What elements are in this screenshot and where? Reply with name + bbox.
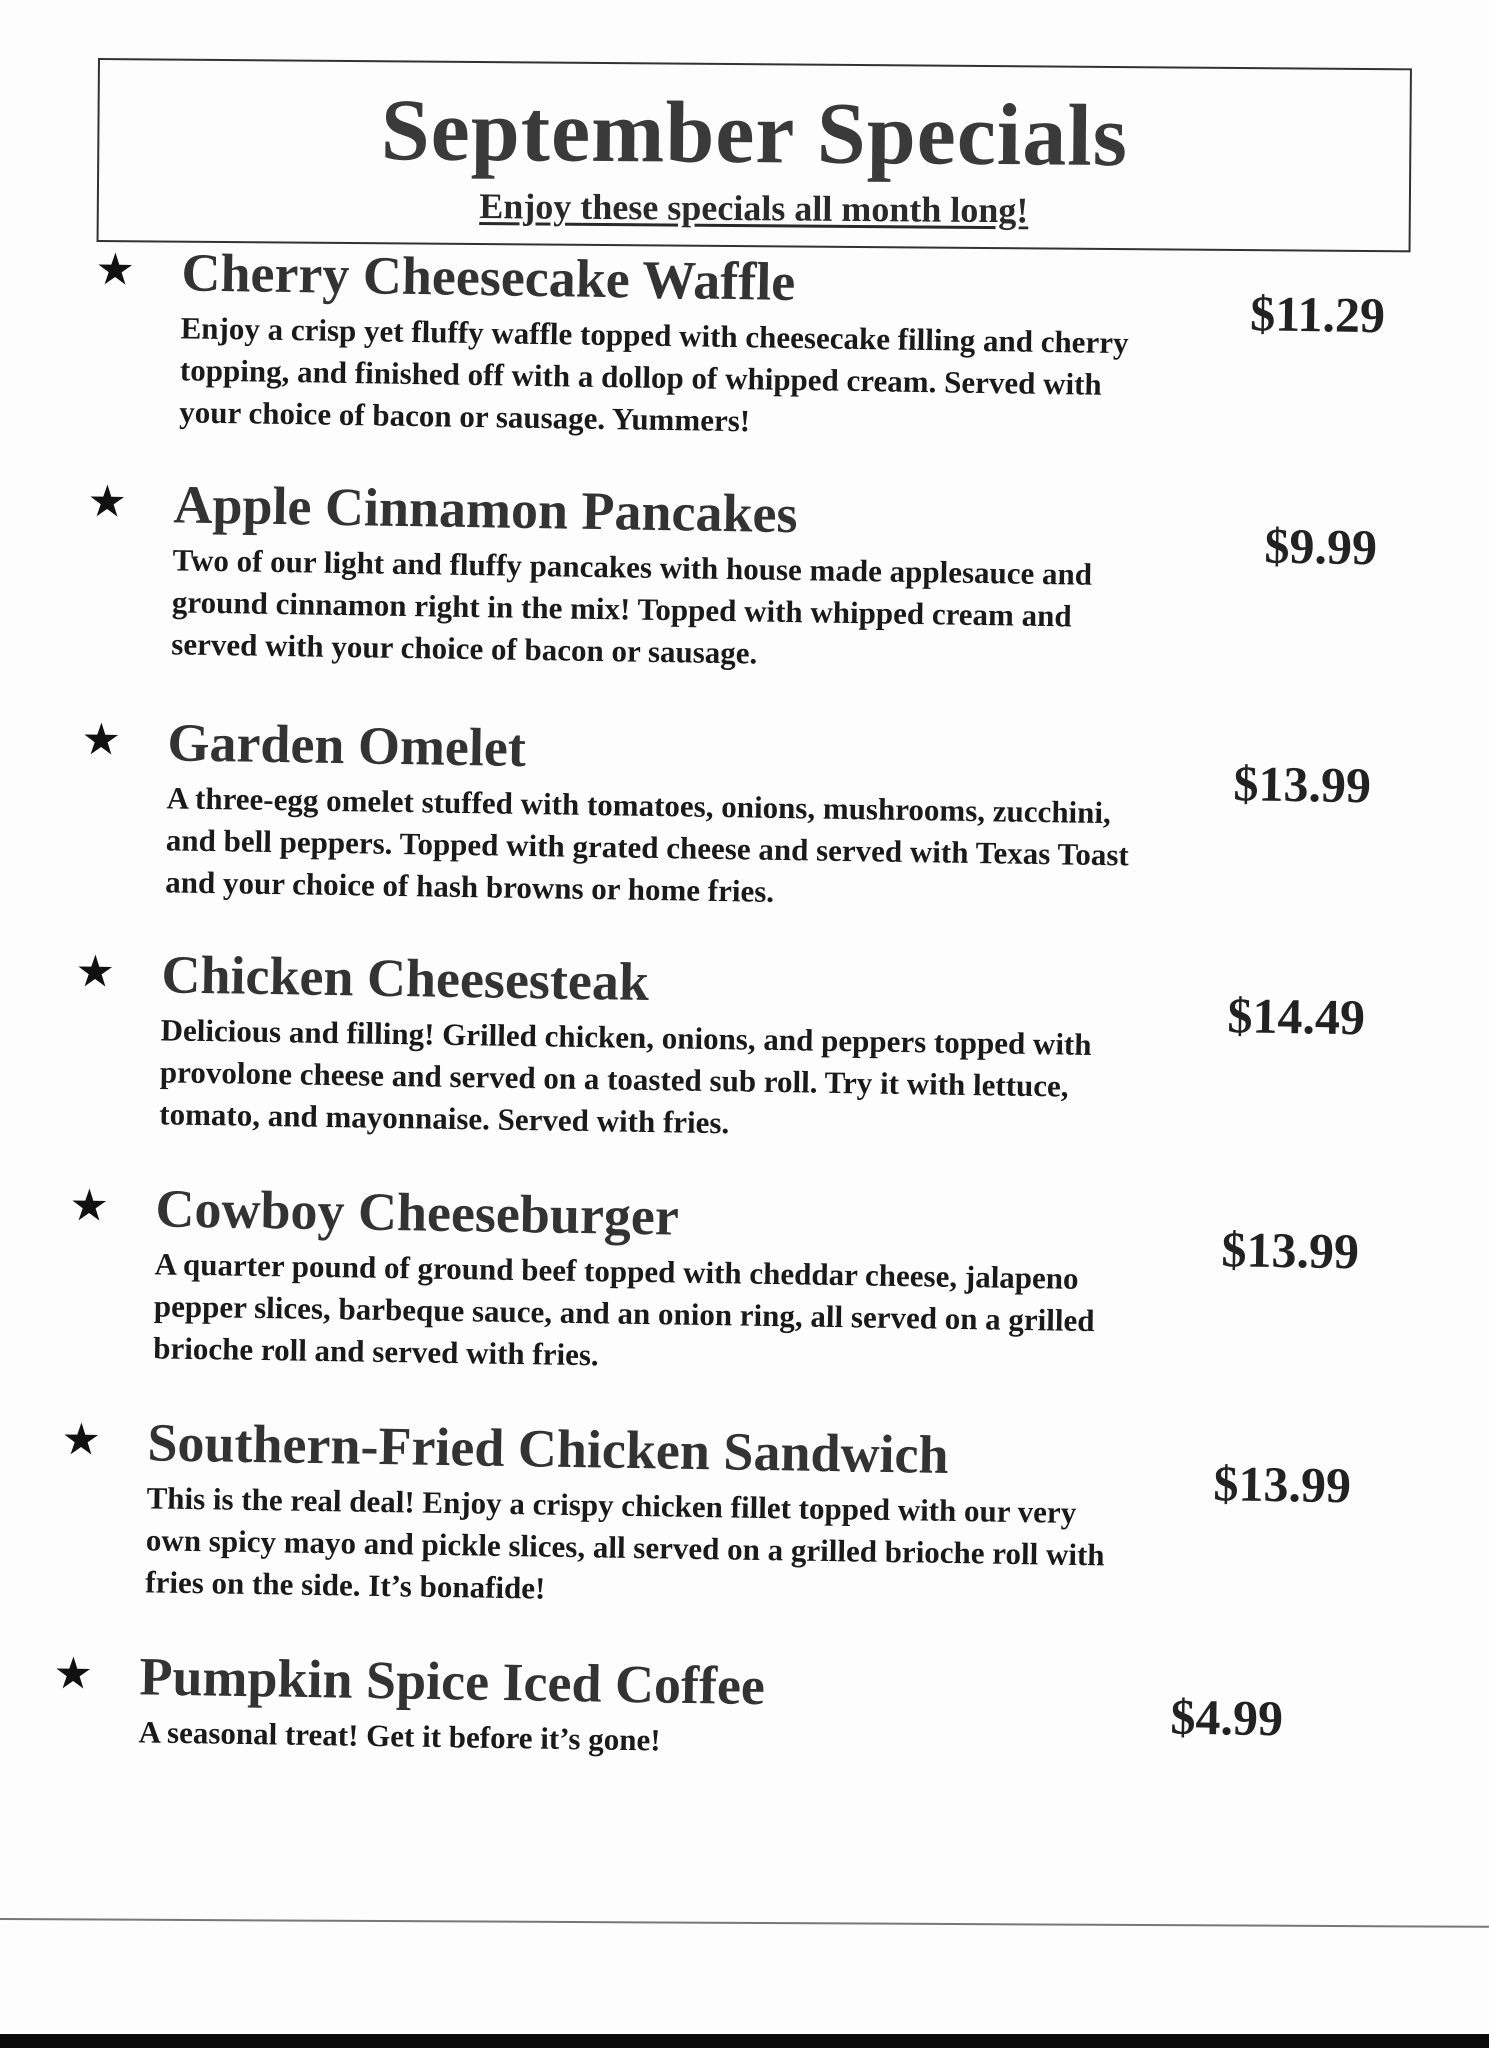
menu-item-name: Garden Omelet [167,712,527,778]
menu-item-chicken-cheesesteak [75,942,1366,1141]
menu-item-price: $4.99 [1170,1688,1284,1747]
menu-item-description: Two of our light and fluffy pancakes with house made applesauce and ground cinnamon right in the mix! Topped with whipped cream and served with your choice of bacon or sausage. [171,542,1093,671]
menu-item-name: Cherry Cheesecake Waffle [181,242,796,312]
menu-item-description: A quarter pound of ground beef topped with cheddar cheese, jalapeno pepper slices, barbeque sauce, and an onion ring, all served on a grilled brioche roll and served with fries. [153,1246,1095,1373]
menu-item-name: Southern-Fried Chicken Sandwich [147,1412,949,1485]
star-icon: ★ [95,243,136,296]
menu-item-price: $11.29 [1249,285,1386,344]
star-icon: ★ [87,475,128,528]
menu-item-southern-fried-chicken-sandwich [61,1410,1352,1606]
menu-item-name: Cowboy Cheeseburger [155,1178,680,1247]
page-title: September Specials [380,82,1129,186]
menu-item-price: $13.99 [1221,1221,1360,1280]
header-box [97,58,1412,252]
menu-item-price: $9.99 [1264,517,1378,576]
menu-item-name: Chicken Cheesesteak [161,944,650,1013]
menu-item-description: Enjoy a crisp yet fluffy waffle topped with cheesecake filling and cherry topping, and finished off with a dollop of whipped cream. Served with your choice of bacon or sausage. Yummers! [179,310,1129,439]
page-subtitle: Enjoy these specials all month long! [479,186,1029,231]
star-icon: ★ [81,713,122,766]
bottom-divider [0,1918,1489,1928]
menu-item-name: Pumpkin Spice Iced Coffee [139,1646,766,1717]
menu-item-apple-cinnamon-pancakes [87,472,1378,671]
scan-edge [0,2034,1489,2048]
menu-item-description: A seasonal treat! Get it before it’s gone! [138,1714,661,1758]
menu-item-price: $14.49 [1227,987,1366,1046]
menu-item-description: A three-egg omelet stuffed with tomatoes, onions, mushrooms, zucchini, and bell peppers. Topped with grated cheese and served with Texas Toast and your choice of hash browns or home fries. [165,780,1130,909]
menu-item-garden-omelet [81,710,1372,909]
menu-item-description: This is the real deal! Enjoy a crispy chicken fillet topped with our very own spicy mayo and pickle slices, all served on a grilled brioche roll with fries on the side. It’s bonafide! [145,1480,1105,1606]
star-icon: ★ [53,1647,94,1700]
menu-item-cowboy-cheeseburger [69,1176,1360,1373]
star-icon: ★ [75,945,116,998]
star-icon: ★ [61,1413,102,1466]
star-icon: ★ [69,1179,110,1232]
menu-item-price: $13.99 [1213,1455,1352,1514]
menu-item-name: Apple Cinnamon Pancakes [173,474,799,545]
menu-item-price: $13.99 [1233,755,1372,814]
menu-item-pumpkin-spice-iced-coffee [53,1644,1344,1758]
menu-item-description: Delicious and filling! Grilled chicken, onions, and peppers topped with provolone cheese and served on a toasted sub roll. Try it with lettuce, tomato, and mayonnaise. Served with fries. [159,1012,1092,1141]
